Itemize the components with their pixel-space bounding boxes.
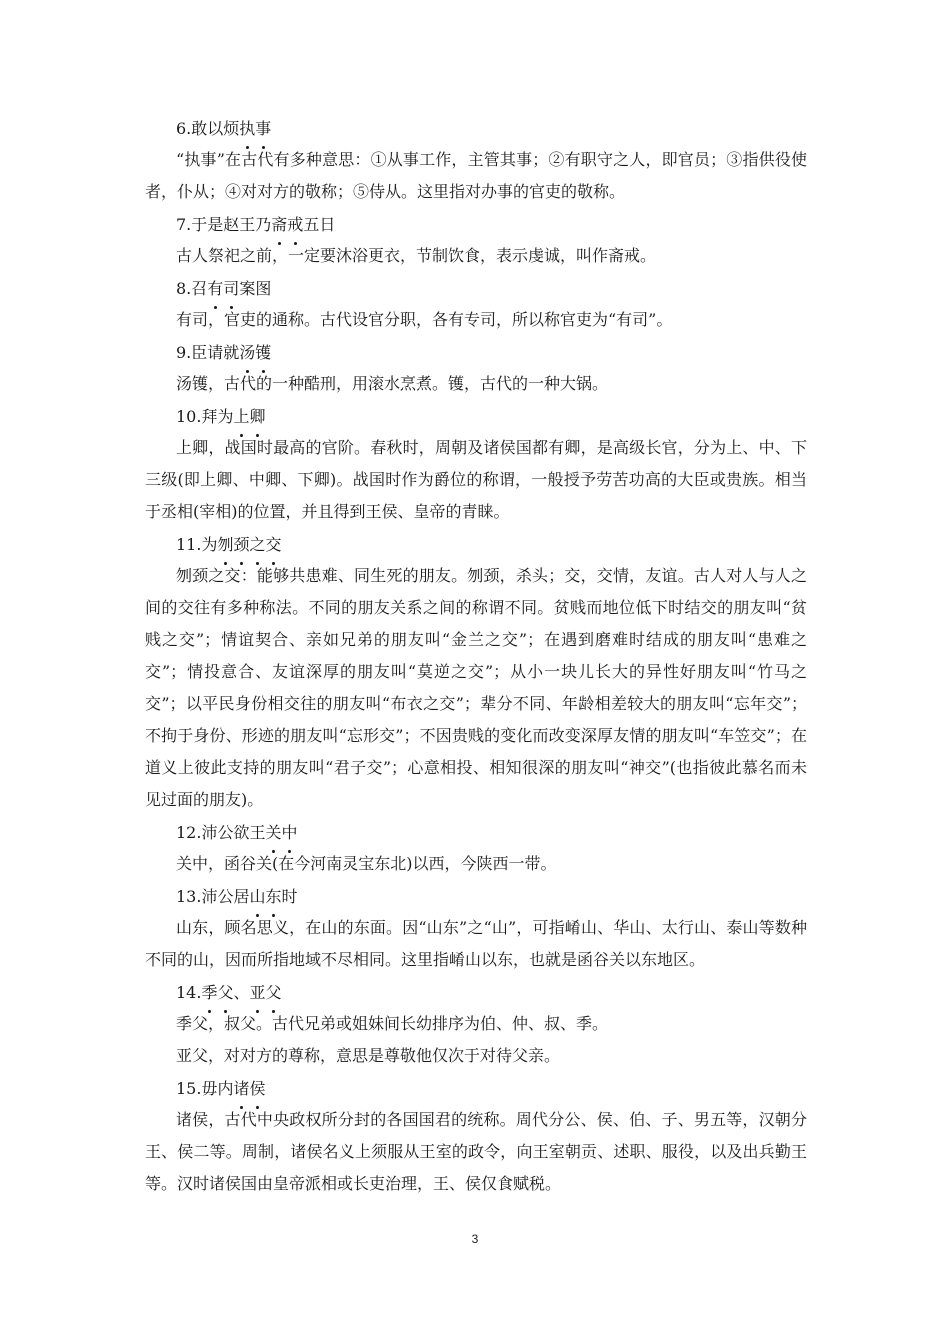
entry-emphasized-term — [233, 407, 265, 426]
entry-number: 11. — [176, 535, 202, 554]
annotation-entry — [145, 113, 807, 208]
emphasized-character: 汤 — [239, 337, 255, 368]
emphasized-character: 镬 — [255, 337, 271, 368]
entry-emphasized-term — [249, 887, 281, 906]
entry-explanation: 诸侯，古代中央政权所分封的各国国君的统称。周代分公、侯、伯、子、男五等，汉朝分王、侯二等。周制，诸侯名义上须服从王室的政令，向王室朝贡、述职、服役，以及出兵勤王等。汉时诸侯国由皇帝派相或长吏治理，王、侯仅食赋税。 — [145, 1110, 807, 1193]
entry-heading — [145, 529, 807, 560]
entry-heading — [145, 817, 807, 848]
annotation-entry — [145, 337, 807, 400]
emphasized-character: 父 — [217, 977, 233, 1008]
entry-number: 15. — [176, 1079, 202, 1098]
annotation-entry — [145, 529, 807, 816]
emphasized-character: 刎 — [217, 529, 233, 560]
emphasized-character: 事 — [255, 113, 271, 144]
entry-explanation: 关中，函谷关(在今河南灵宝东北)以西，今陕西一带。 — [176, 854, 557, 873]
entry-number: 13. — [176, 887, 202, 906]
entry-heading — [145, 209, 807, 240]
entry-explanation: 季父，叔父。古代兄弟或姐妹间长幼排序为伯、仲、叔、季。 — [176, 1014, 609, 1033]
emphasized-character: 、 — [233, 983, 250, 1002]
emphasized-character: 有 — [207, 273, 223, 304]
emphasized-character: 颈 — [233, 529, 249, 560]
emphasized-character: 斋 — [271, 209, 287, 240]
entry-heading — [145, 337, 807, 368]
entry-phrase-suffix: 五日 — [303, 215, 336, 234]
entry-heading — [145, 1073, 807, 1104]
entry-number: 10. — [176, 407, 202, 426]
entry-explanation: 有司，官吏的通称。古代设官分职，各有专司，所以称官吏为“有司”。 — [176, 310, 673, 329]
annotation-entry — [145, 401, 807, 528]
emphasized-character: 侯 — [249, 1073, 265, 1104]
entry-phrase-prefix: 敢以烦 — [191, 119, 240, 138]
entry-phrase-prefix: 沛公居 — [201, 887, 250, 906]
entry-number: 6. — [176, 119, 192, 138]
entry-phrase-prefix: 为 — [201, 535, 218, 554]
entry-explanation: “执事”在古代有多种意思：①从事工作，主管其事；②有职守之人，即官员；③指供役使者，仆从；④对对方的敬称；⑤侍从。这里指对办事的官吏的敬称。 — [145, 150, 807, 201]
entry-emphasized-term — [233, 1079, 265, 1098]
annotation-entry — [145, 209, 807, 272]
entry-emphasized-term — [271, 215, 303, 234]
emphasized-character: 交 — [266, 529, 282, 560]
entry-explanation: 汤镬，古代的一种酷刑，用滚水烹煮。镬，古代的一种大锅。 — [176, 374, 609, 393]
entry-emphasized-term — [217, 535, 281, 554]
entry-explanation: 刎颈之交：能够共患难、同生死的朋友。刎颈，杀头；交，交情，友谊。古人对人与人之间的交往有多种称法。不同的朋友关系之间的称谓不同。贫贱而地位低下时结交的朋友叫“贫贱之交”；情谊契合、亲如兄弟的朋友叫“金兰之交”；在遇到磨难时结成的朋友叫“患难之交”；情投意合、友谊深厚的朋友叫“莫逆之交”；从小一块儿长大的异性好朋友叫“竹马之交”；以平民身份相交往的朋友叫“布衣之交”；辈分不同、年龄相差较大的朋友叫“忘年交”；不拘于身份、形迹的朋友叫“忘形交”；不因贵贱的变化而改变深厚友情的朋友叫“车笠交”；在道义上彼此支持的朋友叫“君子交”；心意相投、相知很深的朋友叫“神交”(也指彼此慕名而未见过面的朋友)。 — [145, 566, 807, 809]
emphasized-character: 诸 — [233, 1073, 249, 1104]
entry-phrase-prefix: 毋内 — [201, 1079, 234, 1098]
entry-emphasized-term — [265, 823, 297, 842]
page-number: 3 — [471, 1232, 479, 1246]
entry-emphasized-term — [201, 983, 281, 1002]
emphasized-character: 戒 — [287, 209, 303, 240]
entry-number: 12. — [176, 823, 202, 842]
entry-phrase-prefix: 于是赵王乃 — [191, 215, 272, 234]
entry-number: 14. — [176, 983, 202, 1002]
emphasized-character: 东 — [265, 881, 281, 912]
entry-number: 7. — [176, 215, 192, 234]
entry-heading — [145, 273, 807, 304]
emphasized-character: 季 — [201, 977, 217, 1008]
annotation-entry — [145, 881, 807, 976]
entry-heading — [145, 401, 807, 432]
entry-explanation-secondary: 亚父，对对方的尊称，意思是尊敬他仅次于对待父亲。 — [176, 1046, 561, 1065]
annotation-entry — [145, 977, 807, 1072]
entry-phrase-prefix: 召 — [191, 279, 208, 298]
annotation-entry — [145, 1073, 807, 1200]
entry-heading — [145, 881, 807, 912]
entry-phrase-suffix: 时 — [281, 887, 298, 906]
entry-phrase-prefix: 拜为 — [201, 407, 234, 426]
emphasized-character: 上 — [233, 401, 249, 432]
entry-heading — [145, 113, 807, 144]
entry-emphasized-term — [207, 279, 239, 298]
entry-phrase-prefix: 臣请就 — [191, 343, 240, 362]
entry-number: 9. — [176, 343, 192, 362]
emphasized-character: 之 — [250, 529, 266, 560]
entry-emphasized-term — [239, 119, 271, 138]
entry-phrase-prefix: 沛公欲王 — [201, 823, 266, 842]
emphasized-character: 卿 — [249, 401, 265, 432]
annotation-entry — [145, 817, 807, 880]
emphasized-character: 亚 — [250, 977, 266, 1008]
emphasized-character: 关 — [265, 817, 281, 848]
entry-heading — [145, 977, 807, 1008]
entry-number: 8. — [176, 279, 192, 298]
entry-explanation: 山东，顾名思义，在山的东面。因“山东”之“山”，可指崤山、华山、太行山、泰山等数种不同的山，因而所指地域不尽相同。这里指崤山以东，也就是函谷关以东地区。 — [145, 918, 807, 969]
annotation-list — [145, 112, 807, 1200]
annotation-entry — [145, 273, 807, 336]
entry-emphasized-term — [239, 343, 271, 362]
emphasized-character: 司 — [223, 273, 239, 304]
emphasized-character: 父 — [266, 977, 282, 1008]
entry-phrase-suffix: 案图 — [239, 279, 272, 298]
emphasized-character: 山 — [249, 881, 265, 912]
emphasized-character: 中 — [281, 817, 297, 848]
entry-explanation: 古人祭祀之前，一定要沐浴更衣，节制饮食，表示虔诚，叫作斋戒。 — [176, 246, 657, 265]
entry-explanation: 上卿，战国时最高的官阶。春秋时，周朝及诸侯国都有卿，是高级长官，分为上、中、下三级(即上卿、中卿、下卿)。战国时作为爵位的称谓，一般授予劳苦功高的大臣或贵族。相当于丞相(宰相)的位置，并且得到王侯、皇帝的青睐。 — [145, 438, 807, 521]
emphasized-character: 执 — [239, 113, 255, 144]
